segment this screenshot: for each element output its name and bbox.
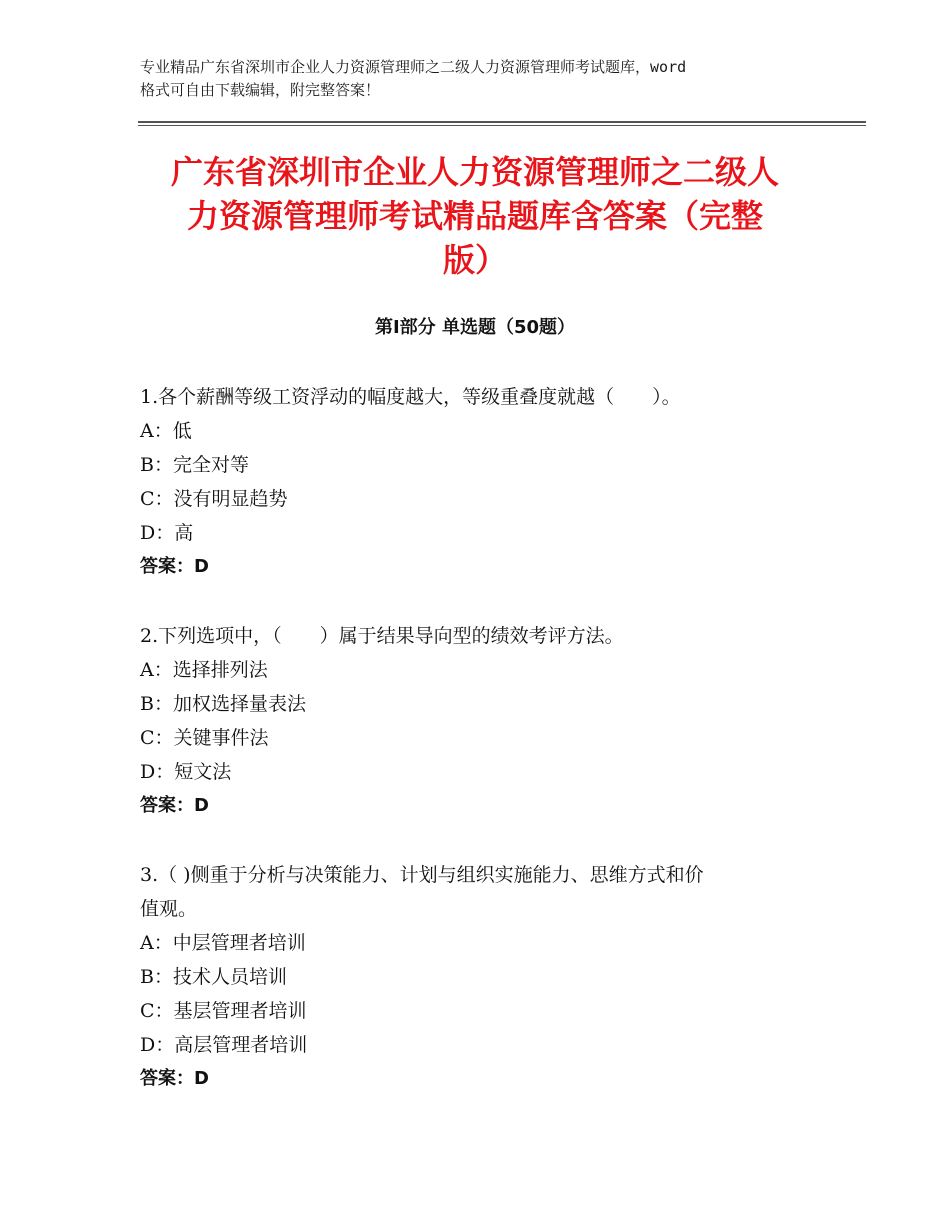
question-text: 2.下列选项中，（ ）属于结果导向型的绩效考评方法。: [140, 625, 624, 647]
option-c: C：没有明显趋势: [140, 488, 288, 510]
document-title-line-2: 力资源管理师考试精品题库含答案（完整: [186, 197, 763, 235]
question-text: 1.各个薪酬等级工资浮动的幅度越大，等级重叠度就越（ ）。: [140, 386, 681, 408]
document-title-line-3: 版）: [442, 241, 507, 279]
header-divider-thin: [138, 125, 866, 126]
option-b: B：加权选择量表法: [140, 693, 306, 715]
header-note: [140, 56, 840, 102]
answer: 答案：D: [140, 556, 209, 577]
option-a: A：低: [140, 420, 192, 442]
question-text-line-1: 3.（ )侧重于分析与决策能力、计划与组织实施能力、思维方式和价: [140, 864, 704, 886]
answer: 答案：D: [140, 795, 209, 816]
section-title: 第Ⅰ部分 单选题（50题）: [374, 317, 575, 338]
option-d: D：高: [140, 522, 194, 544]
option-a: A：选择排列法: [140, 659, 268, 681]
option-d: D：高层管理者培训: [140, 1034, 308, 1056]
header-note-line-1: 专业精品广东省深圳市企业人力资源管理师之二级人力资源管理师考试题库，word: [140, 58, 687, 76]
document-title: [120, 150, 830, 282]
option-d: D：短文法: [140, 761, 232, 783]
question-1: [140, 380, 820, 584]
option-c: C：基层管理者培训: [140, 1000, 307, 1022]
question-3: [140, 858, 820, 1096]
document-title-line-1: 广东省深圳市企业人力资源管理师之二级人: [170, 153, 779, 191]
header-note-line-2: 格式可自由下载编辑，附完整答案！: [140, 81, 381, 99]
header-divider: [138, 121, 866, 123]
option-a: A：中层管理者培训: [140, 932, 306, 954]
option-c: C：关键事件法: [140, 727, 269, 749]
question-2: [140, 619, 820, 823]
option-b: B：完全对等: [140, 454, 249, 476]
option-b: B：技术人员培训: [140, 966, 287, 988]
question-text-line-2: 值观。: [140, 898, 198, 920]
answer: 答案：D: [140, 1068, 209, 1089]
